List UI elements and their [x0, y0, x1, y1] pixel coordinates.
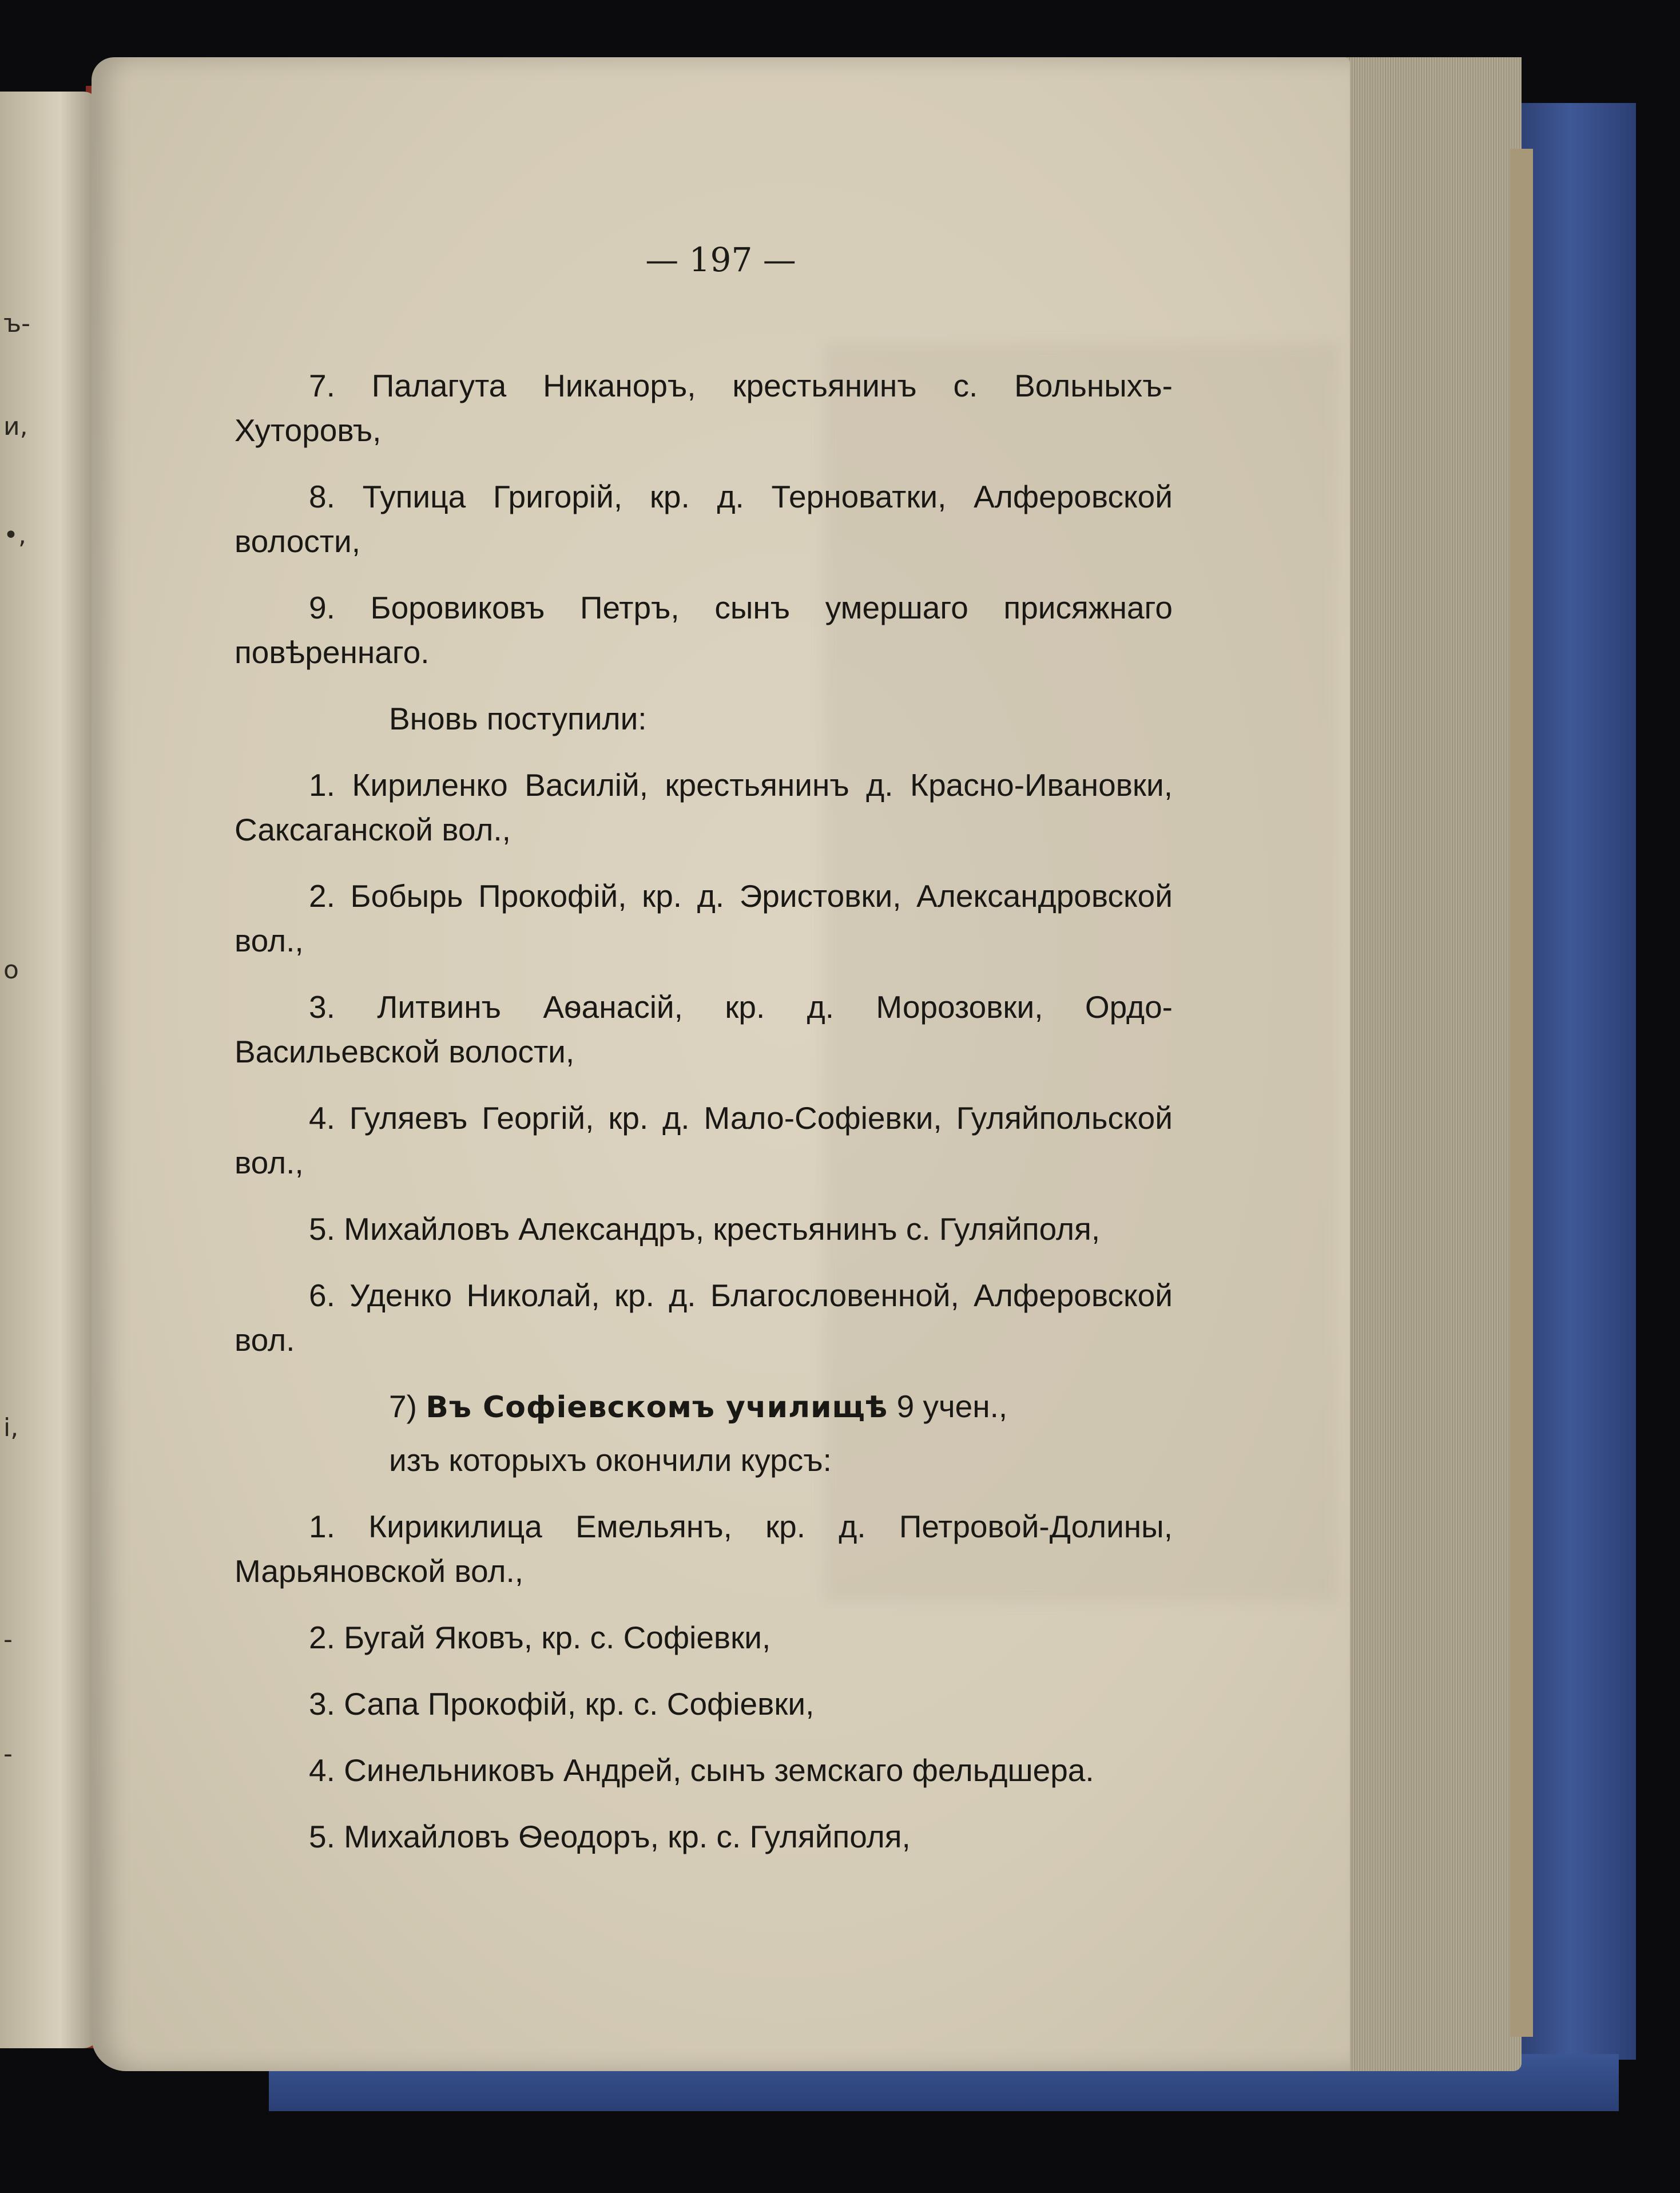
- book-page: [92, 57, 1350, 2071]
- page-edges: [1339, 57, 1522, 2071]
- list-item: 3. Сапа Прокофій, кр. с. Софіевки,: [309, 1686, 815, 1722]
- school-heading-number: 7): [389, 1389, 417, 1424]
- list-item: 4. Синельниковъ Андрей, сынъ земскаго фельдшера.: [309, 1752, 1094, 1788]
- previous-page-fragment: -: [3, 1739, 13, 1768]
- list-item: 2. Бобырь Прокофій, кр. д. Эристовки, Александровской вол.,: [235, 878, 1173, 958]
- page-body: [235, 363, 1173, 1859]
- list-item: 7. Палагута Никаноръ, крестьянинъ с. Вольныхъ-Хуторовъ,: [235, 368, 1173, 448]
- page-number: — 197 —: [645, 240, 796, 279]
- list-item: 9. Боровиковъ Петръ, сынъ умершаго присяжнаго повѣреннаго.: [235, 590, 1173, 670]
- list-item: 8. Тупица Григорій, кр. д. Терноватки, Алферовской волости,: [235, 479, 1173, 559]
- previous-page-fragment: -: [3, 1625, 13, 1654]
- list-item: 5. Михайловъ Ѳеодоръ, кр. с. Гуляйполя,: [309, 1819, 911, 1854]
- previous-page-fragment: и,: [3, 412, 28, 441]
- school-heading: [235, 1384, 1173, 1430]
- school-heading-count: 9 учен.,: [896, 1389, 1008, 1424]
- list-item: 5. Михайловъ Александръ, крестьянинъ с. Гуляйполя,: [309, 1211, 1101, 1247]
- list-item: 1. Кирикилица Емельянъ, кр. д. Петровой-Долины, Марьяновской вол.,: [235, 1509, 1173, 1589]
- previous-page-fragment: ъ-: [3, 309, 30, 338]
- list-item: 6. Уденко Николай, кр. д. Благословенной, Алферовской вол.: [235, 1278, 1173, 1358]
- previous-page-fragment: о: [3, 955, 19, 985]
- section-heading: Вновь поступили:: [389, 701, 647, 736]
- school-heading-title: Въ Софіевскомъ училищѣ: [426, 1390, 888, 1425]
- section-heading: изъ которыхъ окончили курсъ:: [389, 1442, 832, 1478]
- list-item: 3. Литвинъ Аѳанасій, кр. д. Морозовки, Ордо-Васильевской волости,: [235, 989, 1173, 1069]
- list-item: 4. Гуляевъ Георгій, кр. д. Мало-Софіевки, Гуляйпольской вол.,: [235, 1100, 1173, 1180]
- list-item: 1. Кириленко Василій, крестьянинъ д. Красно-Ивановки, Саксаганской вол.,: [235, 767, 1173, 847]
- list-item: 2. Бугай Яковъ, кр. с. Софіевки,: [309, 1620, 771, 1655]
- previous-page-fragment: і,: [3, 1413, 19, 1442]
- previous-page-fragment: •,: [3, 521, 26, 550]
- previous-page: [0, 92, 100, 2048]
- page-edges-shadow: [1510, 149, 1533, 2037]
